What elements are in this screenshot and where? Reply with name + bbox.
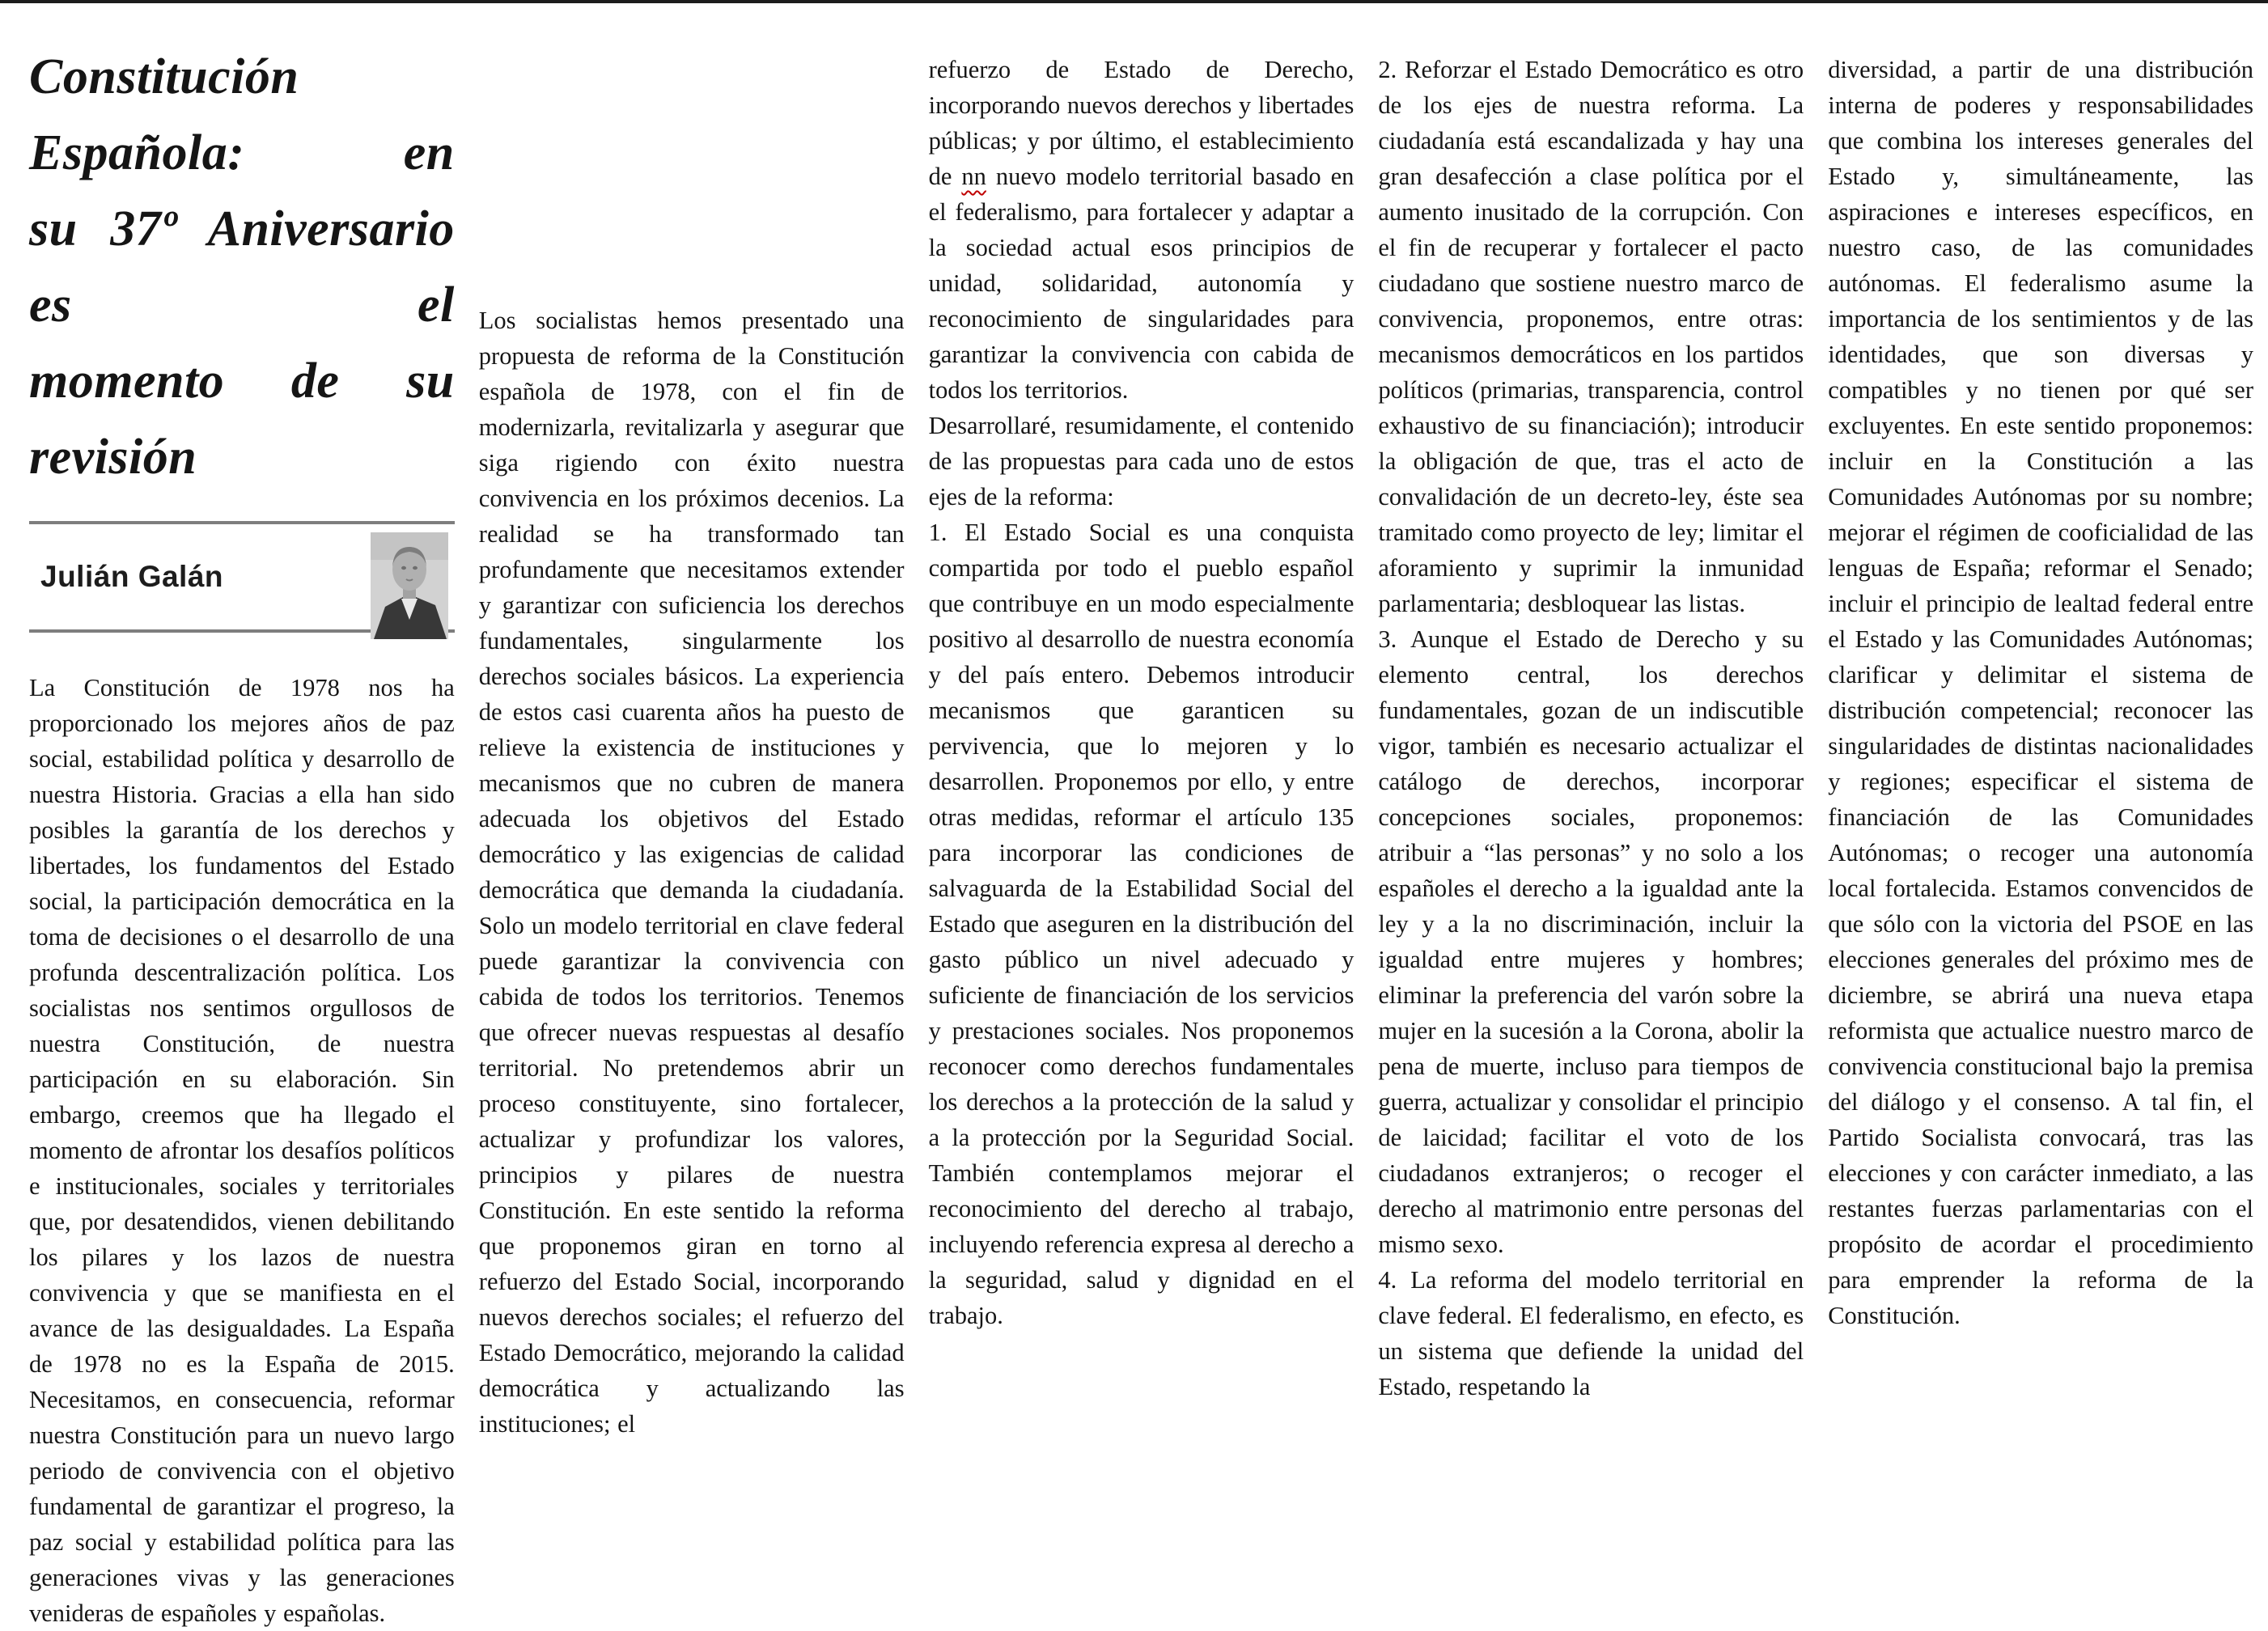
article-paragraph: Los socialistas hemos presentado una propuesta de reforma de la Constitución española de 1978, con el fin de modernizarla, revitalizarla y asegurar que siga rigiendo con éxito nuestra convivencia en los próximos decenios. La realidad se ha transformado tan profundamente que necesitamos extender y garantizar con suficiencia los derechos fundamentales, singularmente los derechos sociales básicos. La experiencia de estos casi cuarenta años ha puesto de relieve la existencia de instituciones y mecanismos que no cubren de manera adecuada los objetivos del Estado democrático y las exigencias de calidad democrática que demanda la ciudadanía. Solo un modelo territorial en clave federal puede garantizar la convivencia con cabida de todos los territorios. Tenemos que ofrecer nuevas respuestas al desafío territorial. No pretendemos abrir un proceso constituyente, sino fortalecer, actualizar y profundizar los valores, principios y pilares de nuestra Constitución. En este sentido la reforma que proponemos giran en torno al refuerzo del Estado Social, incorporando nuevos derechos sociales; el refuerzo del Estado Democrático, mejorando la calidad democrática y actualizando las instituciones; el (478, 307, 905, 1438)
article-paragraph: 4. La reforma del modelo territorial en clave federal. El federalismo, en efecto, es un sistema que defiende la unidad del Estado, respetando la (1378, 1266, 1804, 1400)
column-1 (29, 3, 455, 1631)
misspelled-word: nn (961, 163, 986, 190)
paragraph-text: refuerzo de Estado de Derecho, incorporando nuevos derechos y libertades públicas; y por último, el establecimiento de (928, 56, 1354, 190)
article-paragraph: 3. Aunque el Estado de Derecho y su elemento central, los derechos fundamentales, gozan de un indiscutible vigor, también es necesario actualizar el catálogo de derechos, incorporar concepciones sociales, proponemos: atribuir a “las personas” y no solo a los españoles el derecho a la igualdad ante la ley y a la no discriminación, incluir la igualdad entre mujeres y hombres; eliminar la preferencia del varón sobre la mujer en la sucesión a la Corona, abolir la pena de muerte, incluso para tiempos de guerra, actualizar y consolidar el principio de laicidad; facilitar el voto de los ciudadanos extranjeros; o recoger el derecho al matrimonio entre personas del mismo sexo. (1378, 625, 1804, 1258)
article-paragraph: diversidad, a partir de una distribución interna de poderes y responsabilidades que combina los intereses generales del Estado y, simultáneamente, las aspiraciones e intereses específicos, en nuestro caso, de las comunidades autónomas. El federalismo asume la importancia de los sentimientos y de las identidades, que son diversas y compatibles y no tienen por qué ser excluyentes. En este sentido proponemos: incluir en la Constitución a las Comunidades Autónomas por su nombre; mejorar el régimen de cooficialidad de las lenguas de España; reformar el Senado; incluir el principio de lealtad federal entre el Estado y las Comunidades Autónomas; clarificar y delimitar el sistema de distribución competencial; reconocer las singularidades de distintas nacionalidades y regiones; especificar el sistema de financiación de las Comunidades Autónomas; o recoger una autonomía local fortalecida. Estamos convencidos de que sólo con la victoria del PSOE en las elecciones generales del próximo mes de diciembre, se abrirá una nueva etapa reformista que actualice nuestro marco de convivencia constitucional bajo la premisa del diálogo y el consenso. A tal fin, el Partido Socialista convocará, tras las elecciones y con carácter inmediato, a las restantes fuerzas parlamentarias con el propósito de acordar el procedimiento para emprender la reforma de la Constitución. (1828, 56, 2253, 1329)
article-paragraph: La Constitución de 1978 nos ha proporcionado los mejores años de paz social, estabilidad política y desarrollo de nuestra Historia. Gracias a ella han sido posibles la garantía de los derechos y libertades, los fundamentos del Estado social, la participación democrática en la toma de decisiones o el desarrollo de una profunda descentralización política. Los socialistas nos sentimos orgullosos de nuestra Constitución, de nuestra participación en su elaboración. Sin embargo, creemos que ha llegado el momento de afrontar los desafíos políticos e institucionales, sociales y territoriales que, por desatendidos, vienen debilitando los pilares y los lazos de nuestra convivencia y que se manifiesta en el avance de las desigualdades. La España de 1978 no es la España de 2015. Necesitamos, en consecuencia, reformar nuestra Constitución para un nuevo largo periodo de convivencia con el objetivo fundamental de garantizar el progreso, la paz social y estabilidad política para las generaciones vivas y las generaciones venideras de españoles y españolas. (29, 674, 455, 1627)
article-paragraph (929, 52, 1354, 408)
byline (29, 521, 455, 633)
paragraph-text: nuevo modelo territorial basado en el federalismo, para fortalecer y adaptar a la sociedad actual esos principios de unidad, solidaridad, autonomía y reconocimiento de singularidades para garantizar la convivencia con cabida de todos los territorios. (928, 163, 1354, 404)
article-paragraph: 2. Reforzar el Estado Democrático es otro de los ejes de nuestra reforma. La ciudadanía está escandalizada y hay una gran desafección a clase política por el aumento inusitado de la corrupción. Con el fin de recuperar y fortalecer el pacto ciudadano que sostiene nuestro marco de convivencia, proponemos, entre otras: mecanismos democráticos en los partidos políticos (primarias, transparencia, control exhaustivo de su financiación); introducir la obligación de que, tras el acto de convalidación de un decreto-ley, éste sea tramitado como proyecto de ley; limitar el aforamiento y suprimir la inmunidad parlamentaria; desbloquear las listas. (1378, 56, 1804, 617)
author-photo (371, 532, 448, 639)
column-4 (1378, 3, 1804, 1631)
title-line-1: Constitución Española: en (29, 49, 455, 180)
column-5 (1828, 3, 2253, 1631)
title-line-2: su 37º Aniversario es el (29, 201, 455, 333)
title-line-3: momento de su revisión (29, 354, 455, 485)
article-paragraph: Desarrollaré, resumidamente, el contenido de las propuestas para cada uno de estos ejes de la reforma: (928, 412, 1354, 510)
article-paragraph: 1. El Estado Social es una conquista compartida por todo el pueblo español que contribuye en un modo especialmente positivo al desarrollo de nuestra economía y del país entero. Debemos introducir mecanismos que garanticen su pervivencia, que lo mejoren y lo desarrollen. Proponemos por ello, y entre otras medidas, reformar el artículo 135 para incorporar las condiciones de salvaguarda de la Estabilidad Social del Estado que aseguren en la distribución del gasto público un nivel adecuado y suficiente de financiación de los servicios y prestaciones sociales. Nos proponemos reconocer como derechos fundamentales los derechos a la protección de la salud y a la protección por la Seguridad Social. También contemplamos mejorar el reconocimiento del derecho al trabajo, incluyendo referencia expresa al derecho a la seguridad, salud y dignidad en el trabajo. (928, 519, 1354, 1329)
author-name: Julián Galán (40, 560, 224, 593)
column-2 (479, 3, 905, 1631)
article-title (29, 39, 455, 495)
column-3 (929, 3, 1354, 1631)
